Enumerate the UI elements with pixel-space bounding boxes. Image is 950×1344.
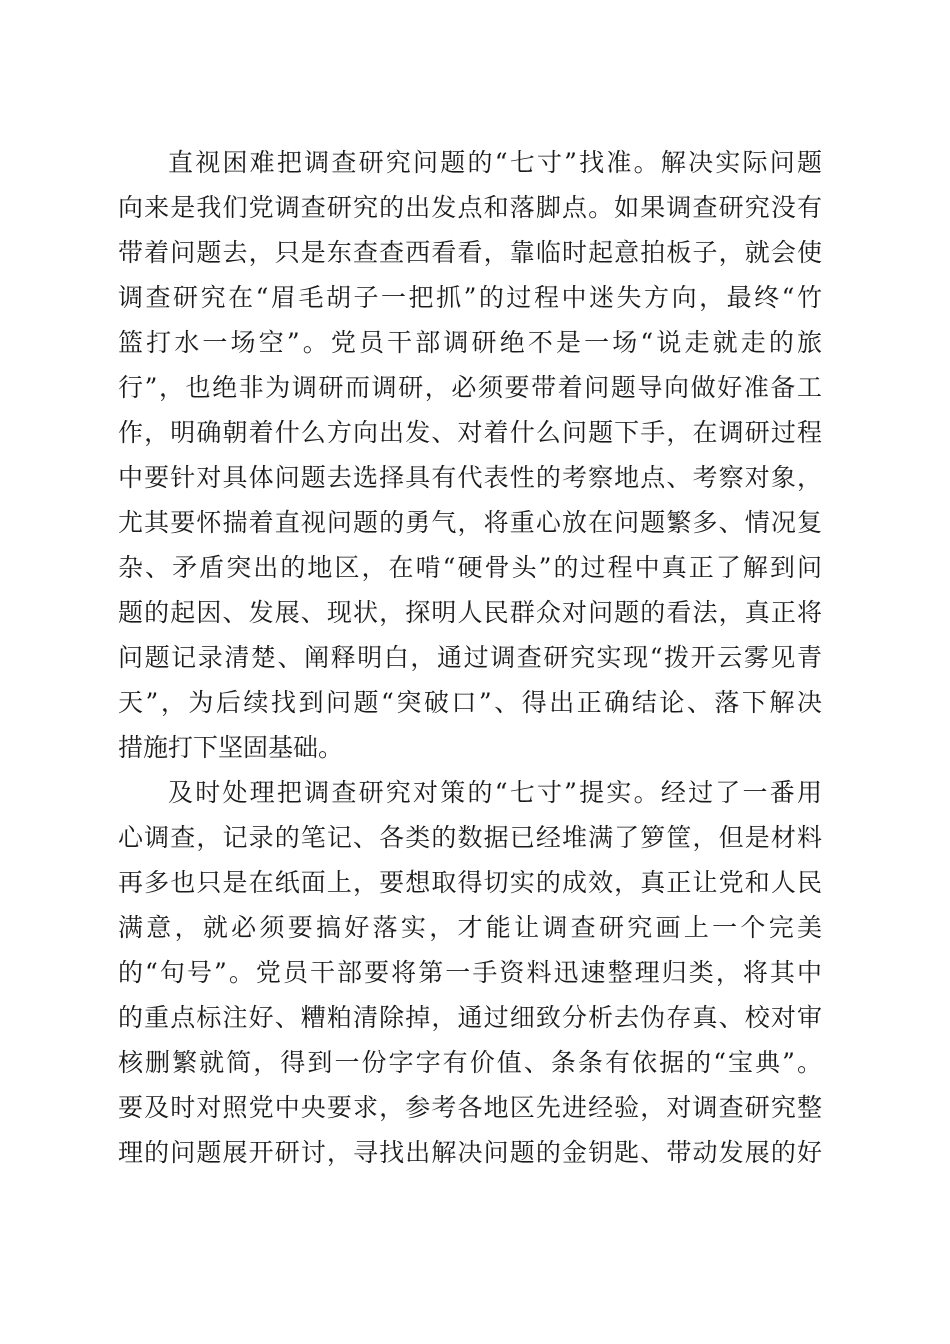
text-line: 的重点标注好、糟粕清除掉，通过细致分析去伪存真、校对审: [118, 1003, 822, 1032]
text-line: 及时处理把调查研究对策的“七寸”提实。经过了一番用: [168, 778, 822, 807]
document-body: [118, 140, 822, 1175]
text-line: 理的问题展开研讨，寻找出解决问题的金钥匙、带动发展的好: [118, 1138, 822, 1167]
text-line: 题的起因、发展、现状，探明人民群众对问题的看法，真正将: [118, 598, 822, 627]
paragraph-1: [118, 140, 822, 770]
text-line: 杂、矛盾突出的地区，在啃“硬骨头”的过程中真正了解到问: [118, 553, 822, 582]
text-line: 满意，就必须要搞好落实，才能让调查研究画上一个完美: [118, 913, 822, 942]
text-line: 带着问题去，只是东查查西看看，靠临时起意拍板子，就会使: [118, 238, 822, 267]
text-line: 问题记录清楚、阐释明白，通过调查研究实现“拨开云雾见青: [118, 643, 822, 672]
text-line: 的“句号”。党员干部要将第一手资料迅速整理归类，将其中: [118, 958, 822, 987]
text-line: 向来是我们党调查研究的出发点和落脚点。如果调查研究没有: [118, 193, 822, 222]
text-line: 核删繁就简，得到一份字字有价值、条条有依据的“宝典”。: [118, 1048, 822, 1077]
text-line: 直视困难把调查研究问题的“七寸”找准。解决实际问题: [168, 148, 822, 177]
paragraph-2: [118, 770, 822, 1175]
text-line: 心调查，记录的笔记、各类的数据已经堆满了箩筐，但是材料: [118, 823, 822, 852]
text-line: 调查研究在“眉毛胡子一把抓”的过程中迷失方向，最终“竹: [118, 283, 822, 312]
text-line: 再多也只是在纸面上，要想取得切实的成效，真正让党和人民: [118, 868, 822, 897]
text-line: 天”，为后续找到问题“突破口”、得出正确结论、落下解决: [118, 688, 822, 717]
text-line: 中要针对具体问题去选择具有代表性的考察地点、考察对象，: [118, 463, 822, 492]
text-line: 尤其要怀揣着直视问题的勇气，将重心放在问题繁多、情况复: [118, 508, 822, 537]
text-line: 要及时对照党中央要求，参考各地区先进经验，对调查研究整: [118, 1093, 822, 1122]
text-line: 篮打水一场空”。党员干部调研绝不是一场“说走就走的旅: [118, 328, 822, 357]
text-line: 措施打下坚固基础。: [118, 733, 344, 762]
text-line: 行”，也绝非为调研而调研，必须要带着问题导向做好准备工: [118, 373, 822, 402]
text-line: 作，明确朝着什么方向出发、对着什么问题下手，在调研过程: [118, 418, 822, 447]
